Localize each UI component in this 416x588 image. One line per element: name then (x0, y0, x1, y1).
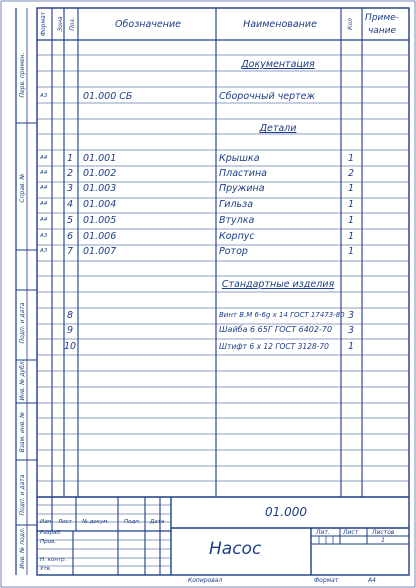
row-format: А4 (40, 201, 48, 207)
row-format: А4 (40, 185, 48, 191)
row-qty: 1 (347, 153, 355, 164)
header-qty: Кол (347, 18, 354, 30)
header-format: Формат (40, 11, 47, 37)
side-label-sign-date-2: Подп. и дата (19, 474, 26, 516)
row-designation: 01.002 (83, 168, 117, 179)
footer-copied: Копировал (188, 577, 223, 584)
row-pos: 1 (66, 153, 74, 164)
row-qty: 1 (347, 231, 355, 242)
header-zone: Зона (57, 16, 64, 32)
tb-col-doc-no: № докум. (82, 519, 110, 525)
document-title: Насос (209, 539, 262, 559)
row-format: А4 (40, 217, 48, 223)
row-name: Пружина (219, 183, 265, 194)
row-pos: 2 (66, 168, 74, 179)
row-qty: 1 (347, 246, 355, 257)
section-standard-items: Стандартные изделия (221, 279, 335, 290)
row-designation: 01.005 (83, 215, 117, 226)
row-qty: 1 (347, 215, 355, 226)
footer-format-label: Формат (314, 577, 339, 584)
side-label-replace-inv-no: Взам. инв. № (19, 411, 26, 453)
row-qty: 2 (347, 168, 355, 179)
tb-sheets-label: Листов (372, 529, 395, 536)
row-name: Корпус (219, 231, 255, 242)
header-designation: Обозначение (115, 19, 181, 30)
section-documentation: Документация (241, 59, 315, 70)
row-format: А3 (40, 248, 48, 254)
row-name: Винт В.М 6-6g x 14 ГОСТ 17473-80 (219, 311, 345, 319)
tb-litera-label: Лит. (316, 529, 330, 536)
grid-frame (1, 1, 415, 587)
row-name: Сборочный чертеж (219, 91, 316, 102)
footer-format-value: А4 (368, 577, 376, 584)
row-designation: 01.003 (83, 183, 117, 194)
row-format: А4 (40, 155, 48, 161)
side-label-orig-inv-no: Инв. № подл. (19, 527, 26, 569)
tb-col-sheet: Лист (58, 519, 72, 525)
header-notes-line1: Приме- (365, 13, 399, 23)
row-qty: 1 (347, 183, 355, 194)
row-pos: 10 (63, 341, 77, 352)
side-label-sign-date-1: Подп. и дата (19, 302, 26, 344)
row-qty: 1 (347, 341, 355, 352)
row-name: Втулка (219, 215, 255, 226)
row-name: Крышка (219, 153, 260, 164)
side-label-first-use: Перв. примен. (19, 52, 26, 98)
row-qty: 3 (347, 310, 355, 321)
row-designation: 01.000 СБ (83, 91, 133, 102)
side-label-reference-no: Справ. № (19, 173, 26, 203)
row-qty: 3 (347, 325, 355, 336)
row-pos: 8 (66, 310, 74, 321)
header-name: Наименование (243, 19, 317, 30)
row-format: А3 (40, 233, 48, 239)
tb-role-developer: Разраб. (40, 530, 62, 536)
row-name: Пластина (219, 168, 268, 179)
tb-role-norm-control: Н. контр. (40, 557, 67, 563)
row-format: А3 (40, 93, 48, 99)
row-format: А4 (40, 170, 48, 176)
row-name: Ротор (219, 246, 248, 257)
header-notes-line2: чание (367, 26, 397, 36)
tb-col-sign: Подп. (124, 519, 141, 525)
row-pos: 7 (66, 246, 74, 257)
row-qty: 1 (347, 199, 355, 210)
tb-role-checker: Пров. (40, 539, 56, 545)
row-pos: 5 (66, 215, 74, 226)
row-pos: 6 (66, 231, 74, 242)
document-code: 01.000 (265, 505, 307, 519)
side-label-dup-inv-no: Инв. № дубл. (19, 359, 26, 401)
tb-col-date: Дата (150, 519, 165, 525)
row-name: Шайба 6 65Г ГОСТ 6402-70 (219, 325, 333, 334)
tb-sheets-value: 1 (381, 537, 385, 544)
row-designation: 01.007 (83, 246, 117, 257)
tb-role-approver: Утв. (40, 566, 52, 572)
row-pos: 4 (66, 199, 74, 210)
row-pos: 3 (66, 183, 74, 194)
tb-sheet-label: Лист (343, 529, 359, 536)
row-designation: 01.004 (83, 199, 117, 210)
section-parts: Детали (259, 123, 297, 134)
header-pos: Поз. (69, 17, 76, 31)
row-name: Штифт 6 x 12 ГОСТ 3128-70 (219, 342, 329, 351)
row-name: Гильза (219, 199, 254, 210)
tb-col-change: Изм. (40, 519, 53, 525)
row-designation: 01.006 (83, 231, 117, 242)
row-designation: 01.001 (83, 153, 117, 164)
row-pos: 9 (66, 325, 74, 336)
